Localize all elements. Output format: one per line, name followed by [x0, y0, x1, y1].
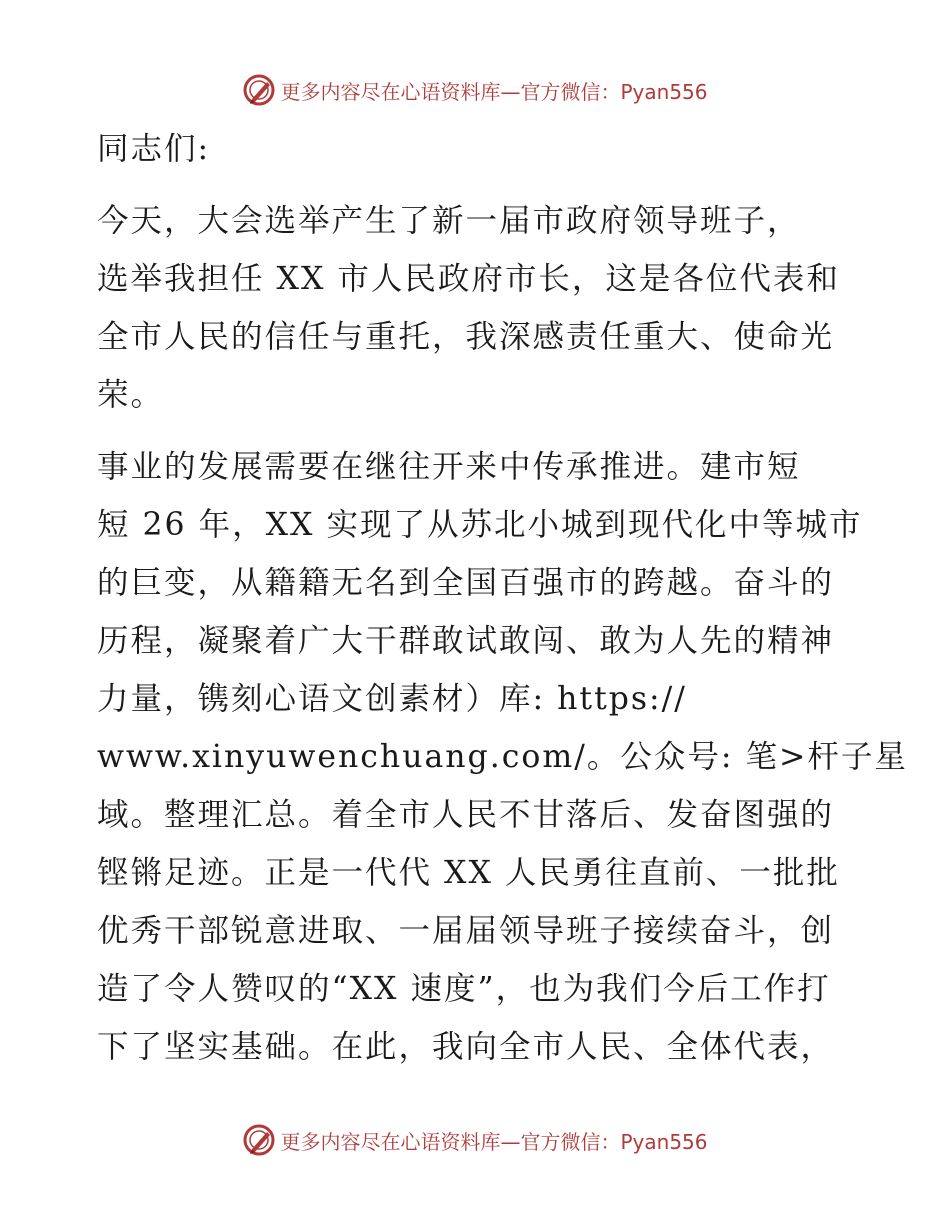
text-line: 选举我担任 XX 市人民政府市长，这是各位代表和	[97, 261, 840, 297]
text-line: 的巨变，从籍籍无名到全国百强市的跨越。奋斗的	[97, 565, 835, 601]
paragraph-2	[97, 438, 908, 1076]
text-line: 造了令人赞叹的“XX 速度”，也为我们今后工作打	[97, 971, 831, 1007]
footer-message: 更多内容尽在心语资料库—官方微信：	[280, 1129, 621, 1154]
greeting: 同志们:	[97, 131, 211, 167]
header-text	[280, 76, 707, 105]
text-line: 铿锵足迹。正是一代代 XX 人民勇往直前、一批批	[97, 855, 840, 891]
document-body	[97, 120, 908, 1076]
text-line: 荣。	[97, 377, 165, 413]
header-message: 更多内容尽在心语资料库—官方微信：	[280, 79, 621, 104]
text-line: www.xinyuwenchuang.com/。公众号: 笔>杆子星	[97, 739, 908, 775]
text-line: 下了坚实基础。在此，我向全市人民、全体代表，	[97, 1029, 835, 1065]
pen-logo-icon	[242, 73, 276, 107]
text-line: 优秀干部锐意进取、一届届领导班子接续奋斗，创	[97, 913, 835, 949]
footer-handle: Pyan556	[620, 1129, 708, 1154]
text-line: 短 26 年，XX 实现了从苏北小城到现代化中等城市	[97, 507, 863, 543]
text-line: 域。整理汇总。着全市人民不甘落后、发奋图强的	[97, 797, 835, 833]
footer-banner	[0, 1120, 950, 1160]
header-banner	[0, 70, 950, 110]
footer-text	[280, 1126, 707, 1155]
text-line: 历程，凝聚着广大干群敢试敢闯、敢为人先的精神	[97, 623, 835, 659]
paragraph-1	[97, 192, 857, 424]
text-line: 今天，大会选举产生了新一届市政府领导班子，	[97, 203, 801, 239]
header-handle: Pyan556	[620, 79, 708, 104]
text-line: 力量，镌刻心语文创素材）库: https://	[97, 681, 687, 717]
text-line: 全市人民的信任与重托，我深感责任重大、使命光	[97, 319, 835, 355]
text-line: 事业的发展需要在继往开来中传承推进。建市短	[97, 449, 801, 485]
pen-logo-icon	[242, 1123, 276, 1157]
